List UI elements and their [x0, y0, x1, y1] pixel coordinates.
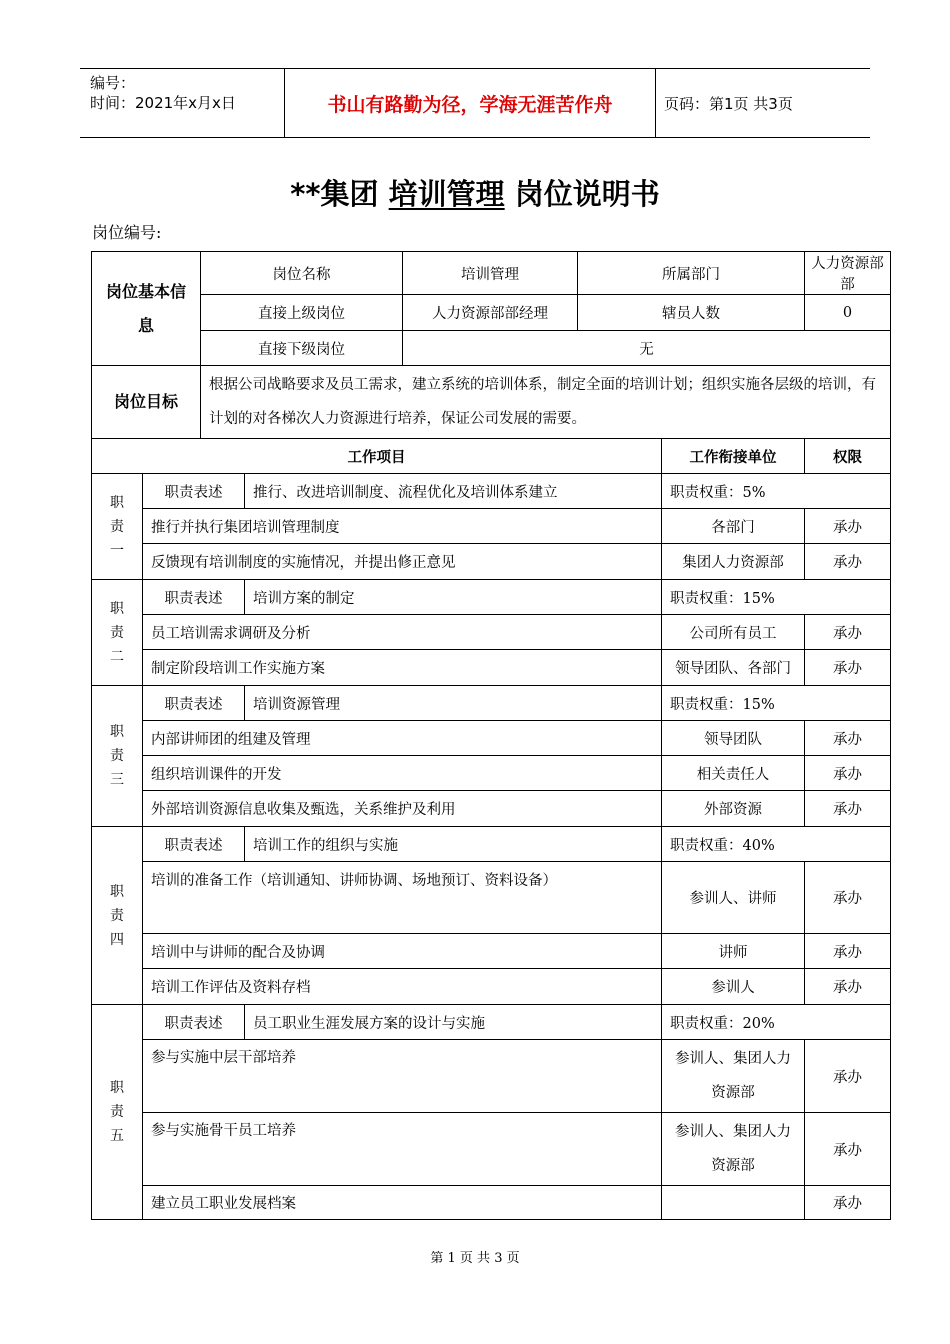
duty-item-auth: 承办: [805, 650, 891, 686]
page-header: [80, 68, 870, 138]
subordinate-label: 直接下级岗位: [201, 331, 403, 366]
duty-label-text: 职责三: [110, 724, 124, 788]
duty-desc: 培训资源管理: [245, 686, 662, 721]
duty-item-text: 组织培训课件的开发: [143, 756, 662, 791]
duty-weight: 职责权重：20%: [662, 1005, 891, 1040]
duty-weight: 职责权重：15%: [662, 686, 891, 721]
duty-item-row: [92, 791, 891, 827]
basic-info-label: 岗位基本信息: [92, 252, 201, 366]
duty-item-text: 培训工作评估及资料存档: [143, 969, 662, 1005]
subordinate-value: 无: [403, 331, 891, 366]
duty-desc-row: [92, 686, 891, 721]
basic-cell: 辖员人数: [578, 295, 805, 331]
duty-label: [92, 686, 143, 827]
duty-item-text: 制定阶段培训工作实施方案: [143, 650, 662, 686]
duty-weight: 职责权重：40%: [662, 827, 891, 862]
duty-item-text: 建立员工职业发展档案: [143, 1186, 662, 1220]
duty-item-unit: 讲师: [662, 934, 805, 969]
duty-item-text: 培训中与讲师的配合及协调: [143, 934, 662, 969]
duty-item-unit: 参训人、集团人力资源部: [662, 1040, 805, 1113]
duty-label-text: 职责四: [110, 883, 124, 948]
basic-row-2: [92, 295, 891, 331]
duty-item-unit: 公司所有员工: [662, 615, 805, 650]
basic-cell: 所属部门: [578, 252, 805, 295]
columns-header-row: [92, 439, 891, 474]
duty-item-auth: 承办: [805, 969, 891, 1005]
duty-item-unit: 参训人、讲师: [662, 862, 805, 934]
duty-item-auth: 承办: [805, 544, 891, 580]
duty-item-unit: 参训人、集团人力资源部: [662, 1113, 805, 1186]
duty-desc-row: [92, 827, 891, 862]
duty-item-auth: 承办: [805, 756, 891, 791]
duty-label: [92, 474, 143, 580]
duty-item-text: 员工培训需求调研及分析: [143, 615, 662, 650]
duty-item-unit: 参训人: [662, 969, 805, 1005]
col-work-item: 工作项目: [92, 439, 662, 474]
duty-weight: 职责权重：15%: [662, 580, 891, 615]
duty-desc-label: 职责表述: [143, 1005, 245, 1040]
duty-desc: 培训工作的组织与实施: [245, 827, 662, 862]
duty-label-text: 职责一: [110, 494, 124, 559]
time-label: 时间：2021年x月x日: [90, 94, 236, 112]
duty-item-row: [92, 862, 891, 934]
document-title: [0, 172, 950, 213]
duty-desc-label: 职责表述: [143, 474, 245, 509]
duty-item-row: [92, 509, 891, 544]
goal-row: [92, 366, 891, 439]
duty-item-unit: 各部门: [662, 509, 805, 544]
duty-item-row: [92, 1186, 891, 1220]
duty-item-unit: 领导团队: [662, 721, 805, 756]
duty-label: [92, 827, 143, 1005]
duty-desc: 培训方案的制定: [245, 580, 662, 615]
title-position: 培训管理: [388, 177, 505, 211]
basic-cell: 培训管理: [403, 252, 578, 295]
duty-desc-row: [92, 580, 891, 615]
duty-item-text: 培训的准备工作（培训通知、讲师协调、场地预订、资料设备）: [143, 862, 662, 934]
title-suffix: 岗位说明书: [514, 177, 660, 211]
duty-weight: 职责权重：5%: [662, 474, 891, 509]
duty-item-row: [92, 721, 891, 756]
duty-desc-label: 职责表述: [143, 580, 245, 615]
duty-item-auth: 承办: [805, 1113, 891, 1186]
duty-item-auth: 承办: [805, 934, 891, 969]
header-meta: [90, 73, 236, 113]
duty-item-unit: 外部资源: [662, 791, 805, 827]
duty-label: [92, 1005, 143, 1220]
duty-item-row: [92, 934, 891, 969]
basic-cell: 人力资源部部: [805, 252, 891, 295]
job-description-table: [91, 251, 891, 1220]
duty-item-auth: 承办: [805, 1040, 891, 1113]
title-prefix: **集团: [290, 177, 379, 211]
duty-item-row: [92, 615, 891, 650]
duty-label-text: 职责五: [110, 1080, 124, 1144]
col-unit: 工作衔接单位: [662, 439, 805, 474]
header-motto: 书山有路勤为径，学海无涯苦作舟: [284, 69, 656, 137]
duty-desc-row: [92, 474, 891, 509]
duty-item-unit: 集团人力资源部: [662, 544, 805, 580]
col-authority: 权限: [805, 439, 891, 474]
duty-item-text: 参与实施骨干员工培养: [143, 1113, 662, 1186]
duty-item-auth: 承办: [805, 721, 891, 756]
duty-item-unit: 相关责任人: [662, 756, 805, 791]
duty-item-text: 参与实施中层干部培养: [143, 1040, 662, 1113]
duty-item-row: [92, 1040, 891, 1113]
duty-item-row: [92, 544, 891, 580]
duty-item-text: 外部培训资源信息收集及甄选，关系维护及利用: [143, 791, 662, 827]
duty-item-row: [92, 650, 891, 686]
basic-cell: 0: [805, 295, 891, 331]
duty-item-text: 反馈现有培训制度的实施情况，并提出修正意见: [143, 544, 662, 580]
basic-row-3: [92, 331, 891, 366]
duty-item-text: 内部讲师团的组建及管理: [143, 721, 662, 756]
goal-label: 岗位目标: [92, 366, 201, 439]
duty-desc-label: 职责表述: [143, 686, 245, 721]
duty-desc: 员工职业生涯发展方案的设计与实施: [245, 1005, 662, 1040]
number-label: 编号：: [90, 74, 136, 92]
duty-desc: 推行、改进培训制度、流程优化及培训体系建立: [245, 474, 662, 509]
goal-text: 根据公司战略要求及员工需求，建立系统的培训体系，制定全面的培训计划；组织实施各层级的培训，有计划的对各梯次人力资源进行培养，保证公司发展的需要。: [201, 366, 891, 439]
duty-item-row: [92, 756, 891, 791]
duty-item-auth: 承办: [805, 509, 891, 544]
post-number-label: 岗位编号:: [92, 223, 162, 242]
duty-label-text: 职责二: [110, 600, 124, 665]
duty-item-row: [92, 969, 891, 1005]
duty-item-unit: 领导团队、各部门: [662, 650, 805, 686]
duty-label: [92, 580, 143, 686]
duty-item-auth: 承办: [805, 1186, 891, 1220]
basic-cell: 岗位名称: [201, 252, 403, 295]
duty-item-auth: 承办: [805, 791, 891, 827]
duty-item-auth: 承办: [805, 862, 891, 934]
duty-item-text: 推行并执行集团培训管理制度: [143, 509, 662, 544]
basic-cell: 直接上级岗位: [201, 295, 403, 331]
header-page-info: 页码：第1页 共3页: [664, 94, 793, 113]
duty-desc-label: 职责表述: [143, 827, 245, 862]
page-footer: 第 1 页 共 3 页: [430, 1251, 520, 1266]
basic-row-1: [92, 252, 891, 295]
duty-item-auth: 承办: [805, 615, 891, 650]
duty-item-unit: [662, 1186, 805, 1220]
basic-cell: 人力资源部部经理: [403, 295, 578, 331]
duty-item-row: [92, 1113, 891, 1186]
duty-desc-row: [92, 1005, 891, 1040]
